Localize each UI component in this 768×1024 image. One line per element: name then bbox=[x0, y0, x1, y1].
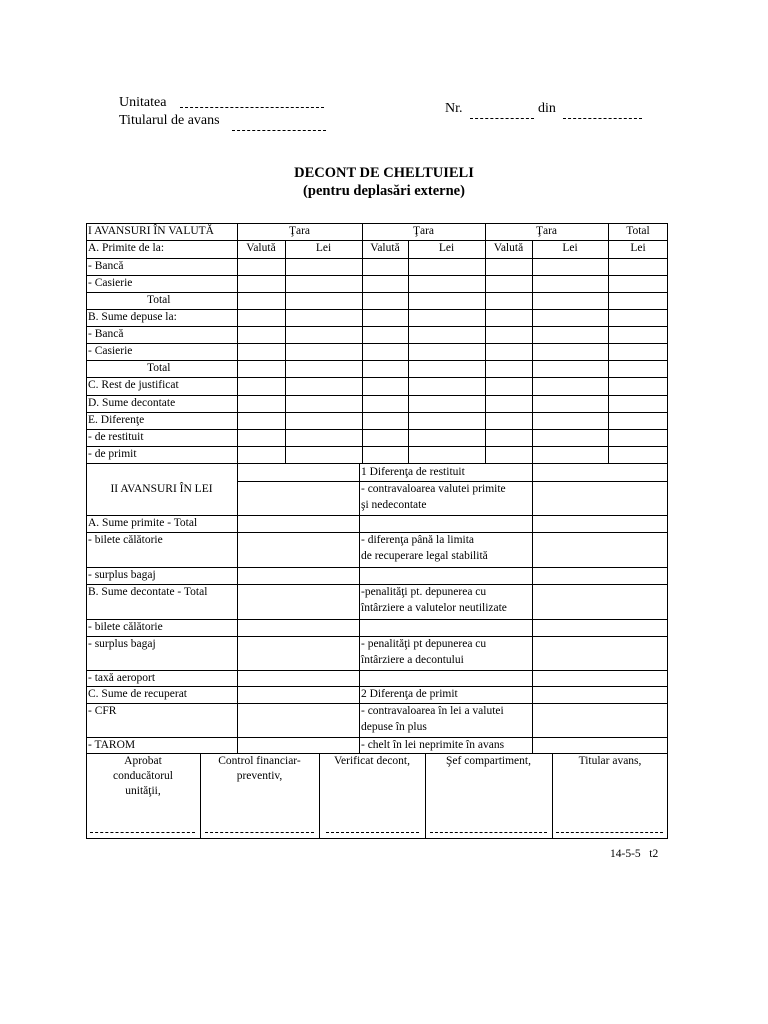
right-chelt-neprimite: - chelt în lei neprimite în avans bbox=[361, 739, 505, 751]
signature-line-control bbox=[205, 832, 314, 833]
aprobat-line-1: Aprobat bbox=[124, 755, 162, 767]
signature-line-titular bbox=[556, 832, 663, 833]
row-bilete-calatorie-a: - bilete călătorie bbox=[88, 534, 163, 546]
row-cfr: - CFR bbox=[88, 705, 117, 717]
country-header-3: Ţara bbox=[535, 225, 558, 237]
signature-line-verificat bbox=[326, 832, 419, 833]
row-diferente: E. Diferenţe bbox=[88, 414, 145, 426]
right-si-nedecontate: şi nedecontate bbox=[361, 499, 427, 511]
right-recuperare-legal: de recuperare legal stabilită bbox=[361, 550, 488, 562]
row-sume-decontate-total: B. Sume decontate - Total bbox=[88, 586, 208, 598]
row-casierie-b: - Casierie bbox=[88, 345, 133, 357]
right-penalitati-valute: -penalităţi pt. depunerea cu bbox=[361, 586, 487, 598]
nr-field-line bbox=[470, 118, 534, 119]
right-intarziere-valute: întârziere a valutelor neutilizate bbox=[361, 602, 507, 614]
signature-titular: Titular avans, bbox=[578, 755, 642, 767]
document-title: DECONT DE CHELTUIELI bbox=[294, 165, 474, 181]
decont-table bbox=[86, 223, 668, 839]
signature-verificat: Verificat decont, bbox=[334, 755, 410, 767]
row-sume-depuse: B. Sume depuse la: bbox=[88, 311, 177, 323]
right-penalitati-decont: - penalităţi pt depunerea cu bbox=[361, 638, 487, 650]
din-field-line bbox=[563, 118, 642, 119]
row-tarom: - TAROM bbox=[88, 739, 136, 751]
subheader-valuta-3: Valută bbox=[493, 242, 524, 254]
control-line-1: Control financiar- bbox=[218, 755, 301, 767]
right-contravaloarea-lei: - contravaloarea în lei a valutei bbox=[361, 705, 504, 717]
row-total-b: Total bbox=[147, 362, 171, 374]
row-bilete-calatorie-b: - bilete călătorie bbox=[88, 621, 163, 633]
section2-title: II AVANSURI ÎN LEI bbox=[110, 483, 213, 495]
country-header-2: Ţara bbox=[412, 225, 435, 237]
signature-control bbox=[200, 754, 319, 784]
subheader-lei-2: Lei bbox=[438, 242, 455, 254]
subheader-lei-total: Lei bbox=[630, 242, 646, 254]
unitatea-label: Unitatea bbox=[119, 95, 167, 110]
row-banca-a: - Bancă bbox=[88, 260, 124, 272]
din-label: din bbox=[538, 101, 556, 116]
subheader-lei-3: Lei bbox=[562, 242, 578, 254]
row-de-primit: - de primit bbox=[88, 448, 137, 460]
row-surplus-bagaj-b: - surplus bagaj bbox=[88, 638, 156, 650]
section1-title: I AVANSURI ÎN VALUTĂ bbox=[88, 225, 214, 237]
row-taxa-aeroport: - taxă aeroport bbox=[88, 672, 156, 684]
form-code: 14-5-5 t2 bbox=[610, 848, 659, 860]
right-diferenta-restituit: 1 Diferenţa de restituit bbox=[361, 466, 465, 478]
right-depuse-in-plus: depuse în plus bbox=[361, 721, 427, 733]
row-total-a: Total bbox=[147, 294, 171, 306]
row-sume-primite-total: A. Sume primite - Total bbox=[88, 517, 198, 529]
row-primite-de-la: A. Primite de la: bbox=[88, 242, 165, 254]
right-diferenta-limita: - diferenţa până la limita bbox=[361, 534, 475, 546]
right-diferenta-primit: 2 Diferenţa de primit bbox=[361, 688, 458, 700]
signature-aprobat bbox=[86, 754, 200, 799]
nr-label: Nr. bbox=[445, 101, 463, 116]
row-casierie-a: - Casierie bbox=[88, 277, 133, 289]
row-banca-b: - Bancă bbox=[88, 328, 124, 340]
total-header: Total bbox=[626, 225, 650, 237]
titular-field-line bbox=[232, 130, 326, 131]
row-sume-de-recuperat: C. Sume de recuperat bbox=[88, 688, 187, 700]
subheader-valuta-1: Valută bbox=[246, 242, 276, 254]
unitatea-field-line bbox=[180, 107, 324, 108]
control-line-2: preventiv, bbox=[236, 770, 283, 782]
row-surplus-bagaj-a: - surplus bagaj bbox=[88, 569, 156, 581]
document-subtitle: (pentru deplasări externe) bbox=[303, 183, 465, 199]
subheader-lei-1: Lei bbox=[315, 242, 332, 254]
right-intarziere-decont: întârziere a decontului bbox=[361, 654, 464, 666]
titular-label: Titularul de avans bbox=[119, 113, 220, 128]
aprobat-line-2: conducătorul bbox=[112, 770, 174, 782]
signature-sef: Şef compartiment, bbox=[446, 755, 531, 767]
row-rest-de-justificat: C. Rest de justificat bbox=[88, 379, 179, 391]
right-contravaloarea-valutei: - contravaloarea valutei primite bbox=[361, 483, 506, 495]
subheader-valuta-2: Valută bbox=[370, 242, 400, 254]
signature-line-sef bbox=[430, 832, 547, 833]
country-header-1: Ţara bbox=[288, 225, 311, 237]
aprobat-line-3: unităţii, bbox=[125, 785, 161, 797]
signature-line-aprobat bbox=[90, 832, 195, 833]
row-sume-decontate: D. Sume decontate bbox=[88, 397, 176, 409]
row-de-restituit: - de restituit bbox=[88, 431, 144, 443]
